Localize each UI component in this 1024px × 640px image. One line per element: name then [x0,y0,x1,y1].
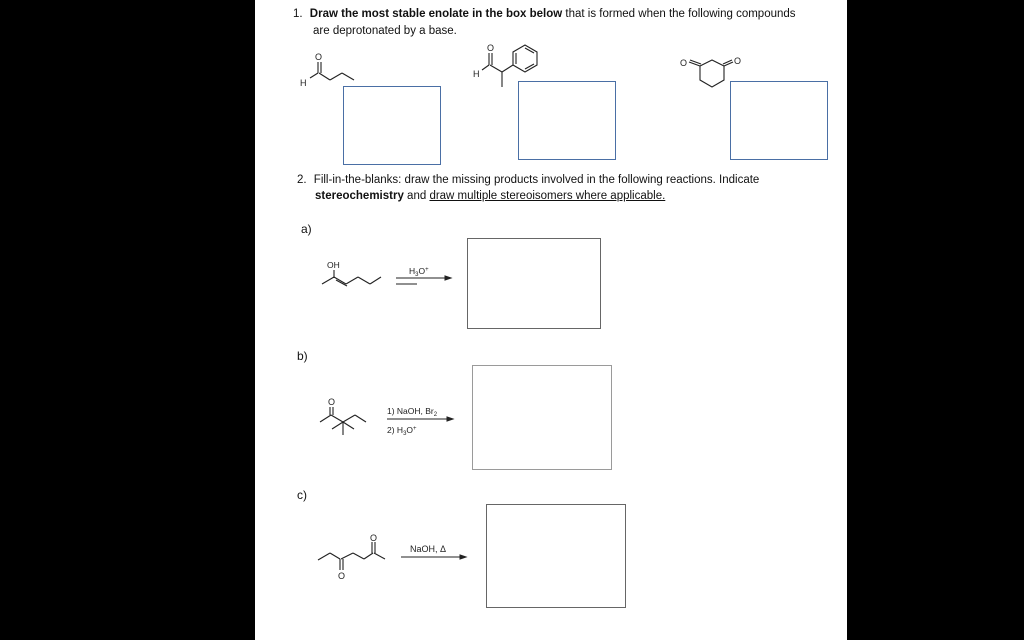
q1-bold-instruction: Draw the most stable enolate in the box below [309,8,563,20]
worksheet-page [255,0,847,640]
part-b-answer-box[interactable] [472,365,612,470]
q1-instruction-rest: that is formed when the following compounds [562,8,796,20]
q1-answer-box-2[interactable] [518,81,616,160]
part-a-answer-box[interactable] [467,238,601,329]
part-b-label: b) [297,349,308,363]
atom-h: H [300,78,307,88]
heat-icon: Δ [440,544,447,554]
part-a-reagent: $H_3O^+$ [409,266,429,278]
part-c-label: c) [297,488,307,502]
part-b-reaction-arrow [383,400,463,440]
atom-o: O [338,571,346,581]
atom-o: O [734,56,742,66]
q1-number: 1. [293,8,303,20]
part-a-oh-label: OH [327,260,340,270]
atom-o: O [680,58,688,68]
q2-text-line1 [297,172,759,188]
q1-answer-box-1[interactable] [343,86,441,165]
atom-o: O [370,533,378,543]
part-b-ketone-reactant [310,395,390,445]
part-b-reagent-1: 1) NaOH, $Br_2$ [387,406,438,418]
atom-h: H [473,69,480,79]
q2-underlined-instruction: draw multiple stereoisomers where applicable. [429,190,666,202]
part-c-answer-box[interactable] [486,504,626,608]
part-c-reaction-arrow [398,540,473,565]
atom-o: O [315,52,323,62]
part-a-enol-reactant [310,256,390,296]
part-c-reagent: NaOH, Δ [410,544,447,554]
q1-text [293,6,796,22]
part-c-diketone-reactant [310,533,395,583]
q2-instruction: Fill-in-the-blanks: draw the missing products involved in the following reactions. Indicate [313,174,760,186]
q2-stereochemistry: stereochemistry [315,190,404,202]
part-a-label: a) [301,222,312,236]
atom-o: O [328,397,336,407]
q1-answer-box-3[interactable] [730,81,828,160]
q1-text-line2: are deprotonated by a base. [313,25,457,37]
q2-text-line2 [315,188,665,204]
part-a-equilibrium-arrow [393,262,458,292]
q2-number: 2. [297,174,307,186]
atom-o: O [487,43,495,53]
part-b-reagent-2: 2) $H_3O^+$ [387,425,417,437]
q2-and: and [403,190,430,202]
